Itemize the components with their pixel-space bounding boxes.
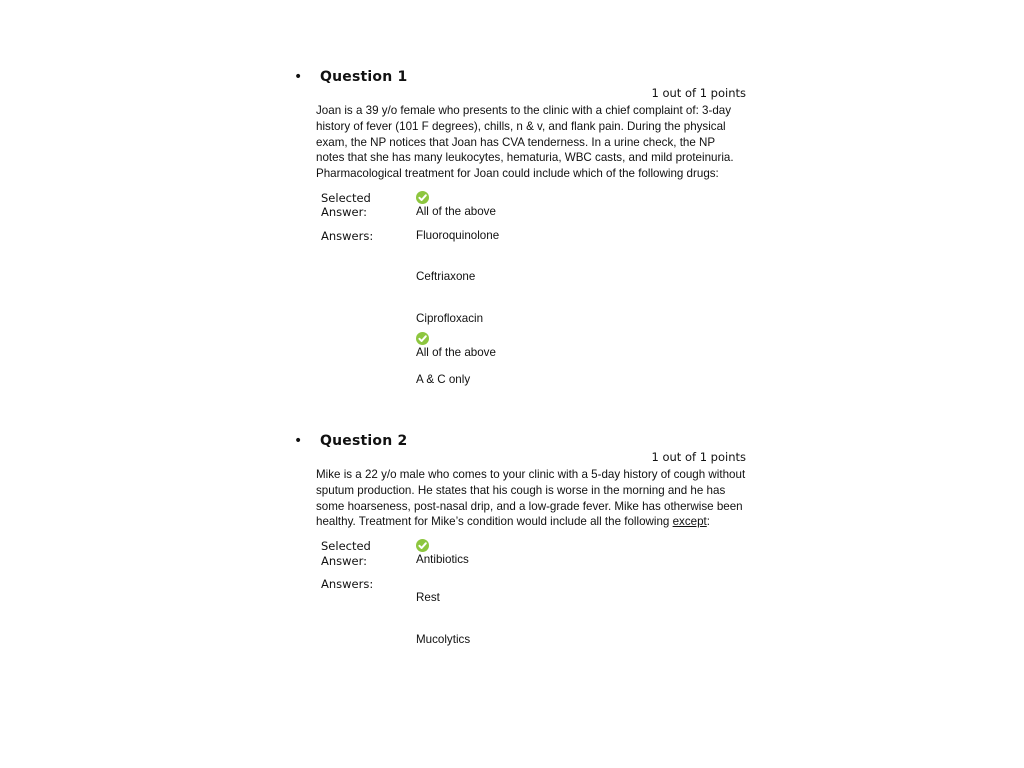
points-score: 1 out of 1 points: [651, 86, 746, 100]
answer-option-text: Ceftriaxone: [416, 270, 476, 284]
answer-option-text: All of the above: [416, 345, 496, 359]
answers-block: [321, 191, 750, 390]
bullet: •: [294, 433, 303, 449]
question-header: [294, 432, 750, 450]
answer-option-correct: [416, 332, 750, 374]
question-text: Mike is a 22 y/o male who comes to your clinic with a 5-day history of cough without sputum production. He states that his cough is worse in the morning and he has some hoarseness, post-nasal drip, and a low-grade fever. Mike has otherwise been healthy. Treatment for Mike’s condition would include all the following except:: [316, 468, 746, 529]
check-circle-icon: [416, 332, 429, 345]
points-score: 1 out of 1 points: [651, 450, 746, 464]
check-circle-icon: [416, 539, 429, 552]
selected-answer-label: Selected Answer:: [321, 190, 371, 220]
check-circle-icon: [416, 191, 429, 204]
selected-answer-row: [321, 191, 750, 229]
selected-answer-row: [321, 539, 750, 577]
answers-row: [321, 229, 750, 390]
answer-option: [416, 270, 750, 312]
answers-label: Answers:: [321, 228, 374, 243]
answer-option-text: Rest: [416, 591, 440, 605]
selected-answer: [416, 191, 750, 229]
question-header: [294, 68, 750, 86]
answer-option-text: A & C only: [416, 373, 471, 387]
question-title: Question 2: [320, 433, 408, 449]
answer-option-text: Fluoroquinolone: [416, 228, 500, 242]
answers-row: [321, 577, 750, 660]
question-title: Question 1: [320, 69, 408, 85]
bullet: •: [294, 69, 303, 85]
selected-answer-text: All of the above: [416, 204, 496, 218]
selected-answer: [416, 539, 750, 577]
question-text: Joan is a 39 y/o female who presents to the clinic with a chief complaint of: 3-day history of fever (101 F degrees), chills, n & v, and flank pain. During the physical exam, the NP notices that Joan has CVA tenderness. In a urine check, the NP notes that she has many leukocytes, hematuria, WBC casts, and mild proteinuria. Pharmacological treatment for Joan could include which of the following drugs:: [316, 104, 734, 181]
emphasis-except: except: [672, 515, 707, 529]
answer-option: [416, 577, 750, 619]
answer-option-text: Ciprofloxacin: [416, 311, 484, 325]
selected-answer-label: Selected Answer:: [321, 539, 371, 568]
question-1: [294, 68, 750, 389]
answer-option: [416, 312, 750, 332]
answers-label: Answers:: [321, 577, 374, 592]
answer-option: [416, 373, 750, 389]
answers-block: [321, 539, 750, 660]
answer-option-text: Mucolytics: [416, 632, 471, 646]
selected-answer-text: Antibiotics: [416, 553, 469, 567]
answer-option: [416, 619, 750, 661]
question-2: [294, 432, 750, 660]
answer-option: [416, 229, 750, 271]
